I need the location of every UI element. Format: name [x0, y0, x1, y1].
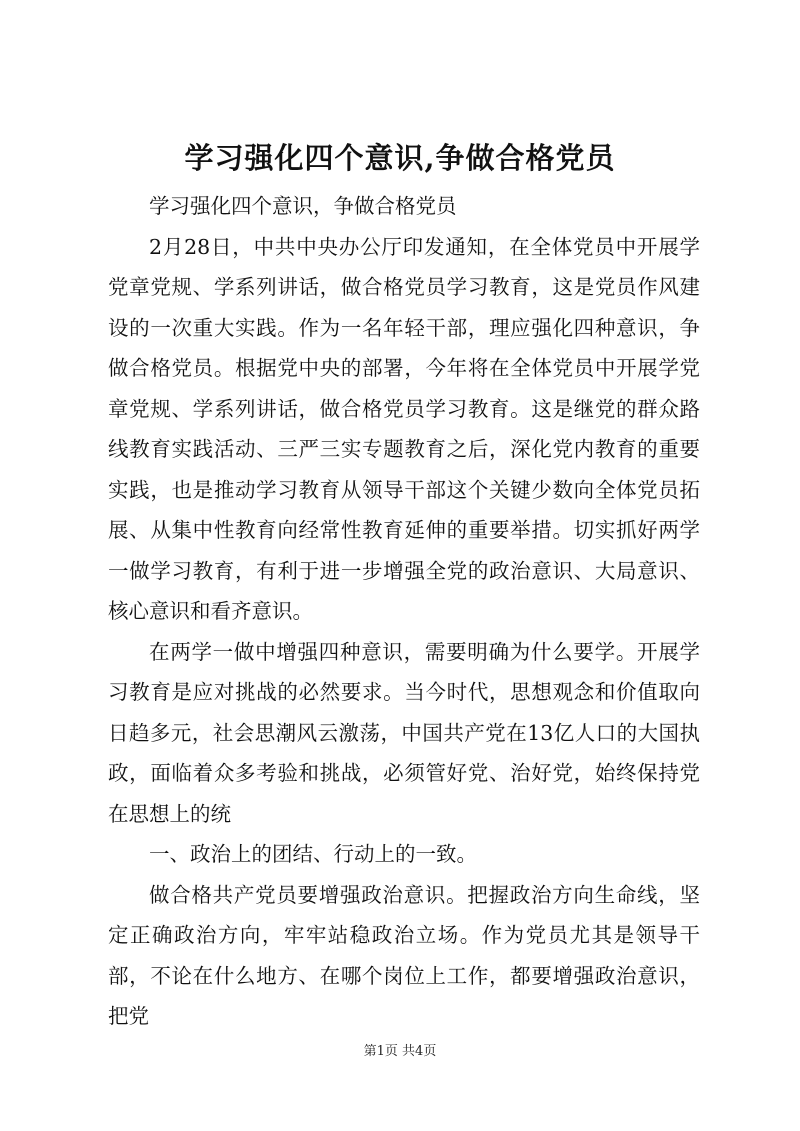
paragraph: 做合格共产党员要增强政治意识。把握政治方向生命线，坚定正确政治方向，牢牢站稳政治立场。作为党员尤其是领导干部，不论在什么地方、在哪个岗位上工作，都要增强政治意识，把党	[108, 882, 700, 1028]
page-number-footer: 第1页 共4页	[363, 1044, 437, 1059]
document-body	[108, 186, 700, 1037]
document-title: 学习强化四个意识,争做合格党员	[184, 141, 616, 175]
paragraph: 2月28日，中共中央办公厅印发通知，在全体党员中开展学党章党规、学系列讲话，做合格党员学习教育，这是党员作风建设的一次重大实践。作为一名年轻干部，理应强化四种意识，争做合格党员。根据党中央的部署，今年将在全体党员中开展学党章党规、学系列讲话，做合格党员学习教育。这是继党的群众路线教育实践活动、三严三实专题教育之后，深化党内教育的重要实践，也是推动学习教育从领导干部这个关键少数向全体党员拓展、从集中性教育向经常性教育延伸的重要举措。切实抓好两学一做学习教育，有利于进一步增强全党的政治意识、大局意识、核心意识和看齐意识。	[108, 234, 700, 623]
paragraph: 一、政治上的团结、行动上的一致。	[149, 842, 477, 866]
paragraph-subtitle: 学习强化四个意识，争做合格党员	[149, 194, 457, 218]
paragraph: 在两学一做中增强四种意识，需要明确为什么要学。开展学习教育是应对挑战的必然要求。当今时代，思想观念和价值取向日趋多元，社会思潮风云激荡，中国共产党在13亿人口的大国执政，面临着众多考验和挑战，必须管好党、治好党，始终保持党在思想上的统	[108, 639, 700, 826]
